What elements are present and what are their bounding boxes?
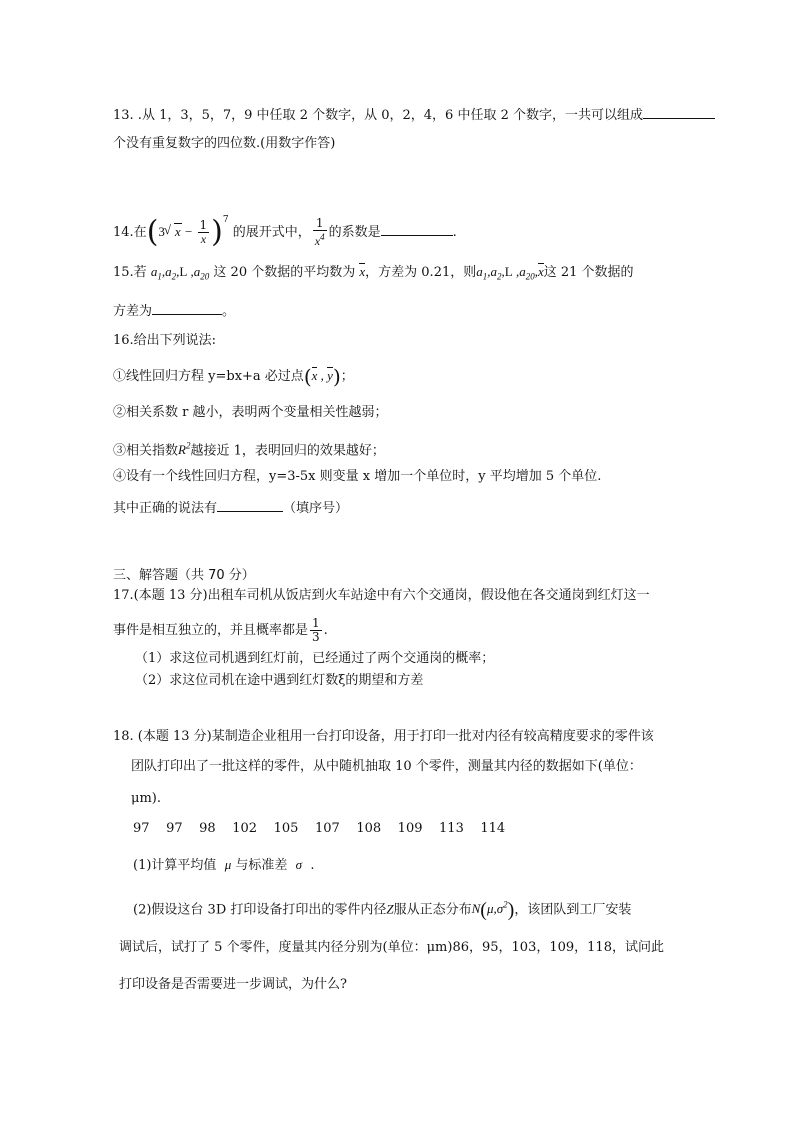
q17-sub1: （1）求这位司机遇到红灯前，已经通过了两个交通岗的概率；: [135, 651, 495, 666]
q18-z: Z: [386, 901, 394, 917]
q18-line3: μm).: [131, 791, 161, 806]
q14-suffix: 的系数是: [328, 225, 381, 240]
q18-data-value: 107: [314, 821, 340, 836]
q14-root: [165, 212, 182, 252]
q16-conclusion-a: 其中正确的说法有: [113, 501, 218, 516]
q14-answer-blank[interactable]: [381, 221, 453, 236]
q13-answer-blank[interactable]: [643, 104, 715, 119]
q17-line2: [113, 617, 328, 643]
q18-line1: 18. (本题 13 分)某制造企业租用一台打印设备，用于打印一批对内径有较高精度要求的零件该: [113, 729, 654, 744]
q18-part1-c: .: [310, 858, 315, 873]
q16-item2: ②相关系数 r 越小，表明两个变量相关性越弱；: [113, 405, 388, 420]
q15-answer-blank[interactable]: [152, 300, 222, 315]
q18-sigma: σ: [295, 857, 303, 872]
q16-item1-text: ①线性回归方程 y=bx+a 必过点: [113, 369, 304, 384]
q18-part2-c: ，该团队到工厂安装: [514, 902, 632, 918]
q16-answer-blank[interactable]: [217, 497, 283, 512]
q15-line2-end: 。: [222, 304, 236, 319]
q16-item4: ④设有一个线性回归方程，y=3-5x 则变量 x 增加一个单位时，y 平均增加 5 个单位.: [113, 469, 602, 484]
q18-data-value: 114: [480, 821, 506, 836]
q18-data-value: 113: [439, 821, 464, 836]
q17-line1: 17.(本题 13 分)出租车司机从饭店到火车站途中有六个交通岗，假设他在各交通岗到红灯这一: [113, 588, 650, 603]
q18-part2-a: (2)假设这台 3D 打印设备打印出的零件内径: [133, 902, 387, 918]
q14-term-den-power: 4: [320, 232, 325, 242]
q15-line1: [113, 262, 634, 287]
q18-part2-b: 服从正态分布: [393, 902, 472, 918]
q18-data-value: 97: [166, 821, 183, 836]
q14-term-fraction: [313, 217, 327, 248]
q18-data-row: [133, 819, 505, 839]
q14-term-den: [313, 231, 327, 248]
q14-mid: 的展开式中，: [232, 225, 311, 240]
q18-normal: $N(\mu,\sigma^2)$: [471, 899, 515, 922]
q14-inner-num: 1: [199, 218, 208, 232]
q16-item3-text-b: 越接近 1，表明回归的效果越好；: [190, 443, 385, 459]
q16-item3-r: $R^2$: [178, 441, 191, 458]
q18-data-value: 108: [356, 821, 382, 836]
q15-seq-a: $a_1,a_2,L$ $,a_{20}$: [150, 264, 210, 282]
q14-minus: −: [181, 224, 196, 239]
q15-line2: [113, 300, 235, 322]
q17-line2-end: .: [323, 623, 328, 638]
q14-inner-fraction: [198, 219, 210, 246]
q17-sub2: （2）求这位司机在途中遇到红灯数ξ的期望和方差: [135, 673, 424, 688]
q14-period: .: [452, 225, 457, 240]
q15-text3: 这 21 个数据的: [543, 265, 634, 280]
q16-conclusion: [113, 497, 348, 519]
q13-line1: [113, 104, 715, 126]
q14-term-num: 1: [313, 217, 327, 231]
q16-item3: [113, 436, 385, 461]
q16-conclusion-b: （填序号）: [283, 501, 349, 516]
q18-part1: [133, 855, 314, 876]
q16-item3-text-a: ③相关指数: [113, 443, 179, 459]
q17-frac-num: 1: [312, 616, 320, 630]
q13-line2: 个没有重复数字的四位数.(用数字作答): [113, 136, 336, 151]
q14-prefix: 14.在: [113, 225, 147, 240]
q14-term-den-var: x: [314, 234, 321, 248]
q18-data-value: 98: [199, 821, 216, 836]
q14-coef: 3: [158, 224, 165, 239]
q18-data-value: 105: [273, 821, 299, 836]
q16-title: 16.给出下列说法:: [113, 333, 217, 348]
q17-probability-fraction: [310, 617, 322, 644]
q17-frac-den: 3: [312, 630, 320, 644]
q15-text2: ，方差为 0.21，则: [365, 265, 477, 280]
q16-item1-point: x , y: [311, 368, 333, 383]
q18-part1-a: (1)计算平均值: [133, 858, 217, 873]
q18-data-value: 109: [397, 821, 423, 836]
q16-item1-end: ；: [340, 369, 354, 384]
q14-open-paren: (: [146, 214, 159, 250]
q18-data-value: 102: [232, 821, 258, 836]
q14-line: [113, 200, 457, 250]
section3-title: 三、解答题（共 70 分）: [113, 568, 255, 583]
q14-power: 7: [222, 215, 229, 225]
q18-part1-b: 与标准差: [235, 858, 288, 873]
q15-text1: 这 20 个数据的平均数为: [213, 265, 356, 280]
q18-data-value: 97: [133, 821, 150, 836]
q15-prefix: 15.若: [113, 265, 147, 280]
q16-item1: ①线性回归方程 y=bx+a 必过点(x , y)；: [113, 364, 354, 389]
q18-line-b: 调试后，试打了 5 个零件，度量其内径分别为(单位：μm)86，95，103，109，118，试问此: [119, 940, 664, 955]
q14-inner-den: x: [200, 232, 207, 246]
q18-mu: μ: [224, 857, 232, 872]
q17-line2-text: 事件是相互独立的，并且概率都是: [113, 623, 309, 638]
q15-line2-label: 方差为: [113, 304, 153, 319]
q18-line-c: 打印设备是否需要进一步调试，为什么?: [119, 977, 347, 992]
q15-xbar: x: [359, 264, 366, 279]
q13-text: 13. .从 1，3，5，7，9 中任取 2 个数字，从 0，2，4，6 中任取 2 个数字，一共可以组成: [113, 108, 643, 123]
q14-root-var: x: [174, 224, 181, 239]
q18-line2: 团队打印出了一批这样的零件，从中随机抽取 10 个零件，测量其内径的数据如下(单位：: [131, 759, 642, 774]
q15-seq-b: $a_1,a_2,L$ $,a_{20},x$: [476, 264, 544, 282]
q14-close-paren: ): [211, 214, 223, 250]
q18-part2: [133, 895, 631, 920]
